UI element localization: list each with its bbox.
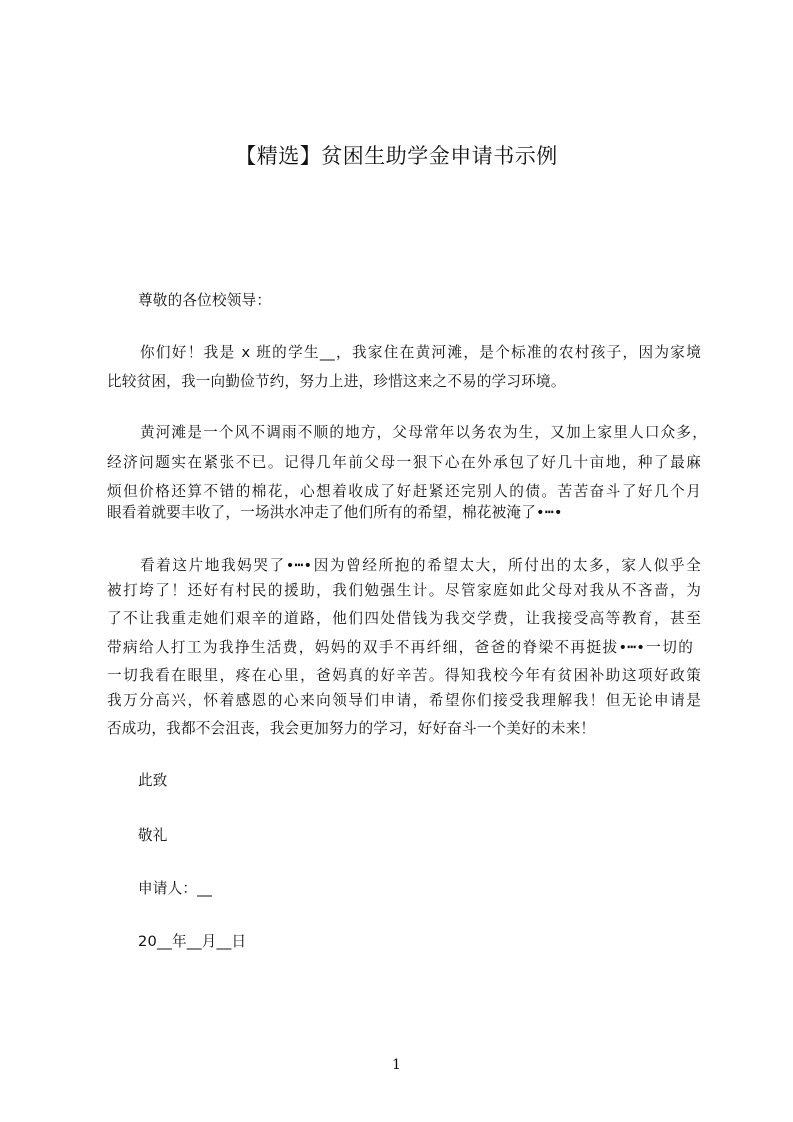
page-number: 1 (392, 1057, 401, 1073)
salutation: 尊敬的各位校领导： (138, 292, 272, 309)
paragraph-2-line-4: 眼看着就要丰收了，一场洪水冲走了他们所有的希望，棉花被淹了•┅• (107, 504, 563, 521)
paragraph-1-line-1: 你们好！我是 x 班的学生__，我家住在黄河滩，是个标准的农村孩子，因为家境 (140, 344, 701, 361)
date-line: 20__年__月__日 (138, 933, 247, 950)
paragraph-3-line-7: 否成功，我都不会沮丧，我会更加努力的学习，好好奋斗一个美好的未来！ (107, 720, 596, 737)
paragraph-3-line-1: 看着这片地我妈哭了•┅•因为曾经所抱的希望太大，所付出的太多，家人似乎全 (140, 557, 701, 574)
paragraph-2-line-3: 烦但价格还算不错的棉花，心想着收成了好赶紧还完别人的债。苦苦奋斗了好几个月 (107, 483, 701, 500)
paragraph-2-line-2: 经济问题实在紧张不已。记得几年前父母一狠下心在外承包了好几十亩地，种了最麻 (107, 454, 701, 471)
document-title: 【精选】贫困生助学金申请书示例 (235, 144, 558, 168)
paragraph-3-line-5: 一切我看在眼里，疼在心里，爸妈真的好辛苦。得知我校今年有贫困补助这项好政策 (107, 667, 701, 684)
closing: 此致 (138, 772, 168, 789)
regards: 敬礼 (138, 827, 168, 844)
paragraph-3-line-3: 了不让我重走她们艰辛的道路，他们四处借钱为我交学费，让我接受高等教育，甚至 (107, 610, 701, 627)
applicant-line: 申请人：__ (138, 880, 213, 897)
paragraph-3-line-6: 我万分高兴，怀着感恩的心来向领导们申请，希望你们接受我理解我！但无论申请是 (107, 692, 701, 709)
paragraph-3-line-2: 被打垮了！还好有村民的援助，我们勉强生计。尽管家庭如此父母对我从不吝啬，为 (107, 582, 701, 599)
paragraph-2-line-1: 黄河滩是一个风不调雨不顺的地方，父母常年以务农为生，又加上家里人口众多， (140, 424, 707, 441)
paragraph-3-line-4: 带病给人打工为我挣生活费，妈妈的双手不再纤细，爸爸的脊梁不再挺拔•┅•一切的 (107, 639, 693, 656)
paragraph-1-line-2: 比较贫困，我一向勤俭节约，努力上进，珍惜这来之不易的学习环境。 (107, 373, 566, 390)
